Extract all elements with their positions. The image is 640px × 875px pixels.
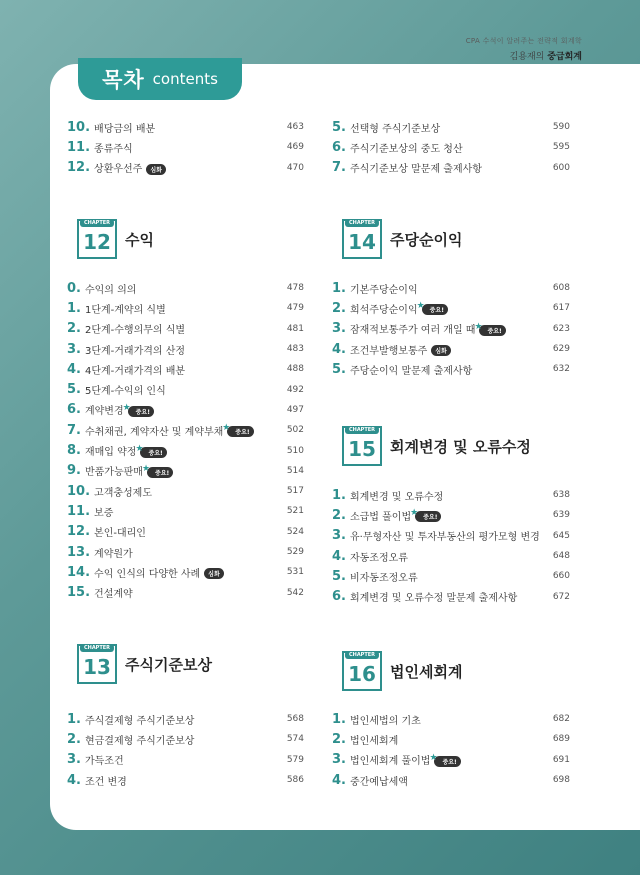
toc-entry[interactable] [332, 137, 570, 157]
toc-entry-title [85, 281, 280, 296]
toc-entry-number: 10. [67, 483, 91, 499]
toc-entry-page: 479 [286, 303, 304, 314]
toc-entry-number: 7. [332, 160, 346, 176]
toc-entry-title-text: 자동조정오류 [349, 552, 408, 564]
toc-entry-page: 639 [552, 510, 570, 521]
toc-entry-title-text: 건설계약 [94, 589, 133, 601]
important-badge: ★ 중요! [227, 426, 253, 437]
toc-entry[interactable] [67, 461, 304, 481]
toc-entry[interactable] [67, 750, 304, 770]
toc-entry-title [94, 504, 280, 519]
toc-entry-number: 1. [332, 711, 346, 727]
toc-entry[interactable] [332, 729, 570, 749]
toc-entry-page: 478 [286, 283, 304, 294]
toc-entry-number: 13. [67, 544, 91, 560]
chapter-label: CHAPTER [345, 651, 379, 659]
toc-entry-title [350, 589, 546, 604]
toc-entry-title [94, 585, 280, 600]
toc-entry[interactable] [67, 770, 304, 790]
toc-entry-title-text: 4단계-거래가격의 배분 [84, 365, 186, 377]
toc-entry-number: 2. [67, 731, 81, 747]
toc-entry-number: 2. [332, 300, 346, 316]
toc-entry-number: 3. [67, 341, 81, 357]
book-author: 김용재의 [509, 52, 545, 62]
toc-entry-page: 510 [286, 445, 304, 456]
toc-entry-page: 492 [286, 384, 304, 395]
toc-entry-title [94, 545, 280, 560]
toc-entry-title [350, 773, 546, 788]
toc-entry-number: 9. [67, 463, 81, 479]
toc-list-top-left [67, 117, 304, 178]
toc-entry[interactable] [332, 485, 570, 505]
toc-entry-number: 10. [67, 119, 91, 135]
toc-entry-page: 590 [552, 122, 570, 133]
toc-entry-number: 3. [332, 528, 346, 544]
toc-entry[interactable] [332, 298, 570, 318]
chapter-12-heading [77, 219, 314, 259]
chapter-box [342, 426, 382, 466]
toc-entry-title-text: 잠재적보통주가 여러 개일 때 [349, 325, 476, 337]
toc-entry-title-text: 기본주당순이익 [349, 284, 418, 296]
toc-entry-page: 632 [552, 364, 570, 375]
chapter-box [342, 219, 382, 259]
toc-entry[interactable] [67, 278, 304, 298]
toc-entry-page: 629 [552, 344, 570, 355]
toc-entry-title [350, 569, 546, 584]
toc-entry-title-text: 회계변경 및 오류수정 [349, 491, 444, 503]
toc-entry-title [85, 423, 280, 438]
toc-entry-title-text: 조건부발행보통주 [349, 345, 428, 357]
toc-entry-title [350, 712, 546, 727]
chapter-number: 15 [348, 437, 376, 461]
toc-entry-title-text: 회계변경 및 오류수정 말문제 출제사항 [349, 593, 518, 605]
toc-entry[interactable] [67, 379, 304, 399]
toc-entry-page: 524 [286, 526, 304, 537]
toc-entry[interactable] [332, 770, 570, 790]
toc-entry[interactable] [67, 298, 304, 318]
advanced-badge: 심화 [146, 164, 166, 175]
toc-entry-title-text: 주당순이익 말문제 출제사항 [349, 365, 473, 377]
toc-entry-number: 4. [332, 341, 346, 357]
toc-entry-page: 517 [286, 486, 304, 497]
toc-entry-title-text: 중간예납세액 [349, 776, 408, 788]
toc-tab-ko: 목차 [102, 68, 145, 92]
toc-entry-number: 4. [332, 772, 346, 788]
toc-entry-title-text: 주식결제형 주식기준보상 [84, 715, 195, 727]
toc-entry-page: 600 [552, 162, 570, 173]
toc-entry[interactable] [67, 562, 304, 582]
toc-entry-title-text: 1단계-계약의 식별 [84, 304, 166, 316]
toc-entry-title-text: 법인세회계 풀이법 [349, 756, 431, 768]
book-title [466, 49, 582, 62]
toc-entry-page: 660 [552, 571, 570, 582]
toc-entry-number: 2. [67, 321, 81, 337]
chapter-label: CHAPTER [345, 219, 379, 227]
toc-entry-number: 4. [67, 772, 81, 788]
toc-entry-title [85, 301, 280, 316]
toc-entry-title [350, 120, 546, 135]
toc-entry[interactable] [332, 546, 570, 566]
book-header [466, 36, 582, 62]
toc-entry[interactable] [67, 709, 304, 729]
toc-entry-title-text: 비자동조정오류 [349, 572, 418, 584]
toc-entry-title-text: 법인세법의 기초 [349, 715, 421, 727]
toc-entry-number: 14. [67, 564, 91, 580]
chapter-box [77, 219, 117, 259]
toc-entry[interactable] [67, 319, 304, 339]
toc-entry-title-text: 재매입 약정 [84, 447, 137, 459]
book-subtitle: CPA 수석이 알려주는 전략적 회계학 [465, 37, 582, 45]
chapter-title: 주식기준보상 [125, 655, 212, 674]
toc-entry-title-text: 5단계-수익의 인식 [84, 386, 166, 398]
toc-entry-number: 5. [332, 361, 346, 377]
toc-entry[interactable] [332, 586, 570, 606]
toc-entry-page: 542 [286, 587, 304, 598]
toc-entry-page: 531 [286, 567, 304, 578]
important-badge: ★ 중요! [128, 406, 154, 417]
toc-entry-title-text: 수익의 의의 [84, 284, 137, 296]
toc-entry-title [85, 463, 280, 478]
toc-entry-title [350, 321, 546, 336]
toc-entry-page: 463 [286, 122, 304, 133]
toc-entry-number: 4. [332, 548, 346, 564]
toc-entry-page: 469 [286, 142, 304, 153]
chapter-15-heading [342, 426, 580, 466]
toc-entry[interactable] [67, 440, 304, 460]
toc-entry-title [85, 443, 280, 458]
toc-entry-number: 5. [332, 568, 346, 584]
toc-entry-number: 12. [67, 160, 91, 176]
toc-entry-number: 4. [67, 361, 81, 377]
toc-entry-title-text: 종류주식 [94, 143, 133, 155]
toc-entry[interactable] [67, 137, 304, 157]
toc-entry-title [94, 524, 280, 539]
toc-entry-title [350, 488, 546, 503]
chapter-label: CHAPTER [345, 426, 379, 434]
advanced-badge: 심화 [431, 345, 451, 356]
toc-entry-page: 579 [286, 754, 304, 765]
toc-entry-number: 15. [67, 585, 91, 601]
toc-entry[interactable] [67, 400, 304, 420]
toc-entry-title [350, 140, 546, 155]
toc-entry[interactable] [67, 582, 304, 602]
toc-entry[interactable] [67, 158, 304, 178]
toc-entry-title-text: 주식기준보상의 중도 청산 [349, 143, 463, 155]
toc-entry-title-text: 주식기준보상 말문제 출제사항 [349, 164, 482, 176]
toc-entry[interactable] [332, 339, 570, 359]
important-badge: ★ 중요! [434, 756, 460, 767]
toc-entry-title-text: 수취채권, 계약자산 및 계약부채 [84, 426, 224, 438]
toc-entry-title [85, 712, 280, 727]
toc-entry-page: 648 [552, 551, 570, 562]
toc-entry-title [85, 362, 280, 377]
toc-entry-title-text: 2단계-수행의무의 식별 [84, 325, 186, 337]
toc-entry-title [85, 732, 280, 747]
toc-entry-number: 6. [67, 402, 81, 418]
toc-entry-page: 574 [286, 734, 304, 745]
toc-entry-title [350, 362, 546, 377]
toc-entry-page: 481 [286, 323, 304, 334]
toc-entry-number: 6. [332, 139, 346, 155]
toc-entry-title-text: 고객충성제도 [94, 487, 152, 499]
toc-entry[interactable] [332, 505, 570, 525]
toc-entry-title-text: 수익 인식의 다양한 사례 [94, 568, 201, 580]
toc-entry-title-text: 선택형 주식기준보상 [349, 123, 441, 135]
toc-entry[interactable] [332, 319, 570, 339]
toc-entry-page: 488 [286, 364, 304, 375]
important-badge: ★ 중요! [422, 304, 448, 315]
toc-entry-number: 12. [67, 524, 91, 540]
toc-entry-title [94, 120, 280, 135]
chapter-number: 12 [83, 230, 111, 254]
important-badge: ★ 중요! [479, 325, 505, 336]
chapter-13-heading [77, 644, 314, 684]
toc-entry-page: 682 [552, 714, 570, 725]
chapter-number: 16 [348, 662, 376, 686]
book-title-main: 중급회계 [547, 52, 582, 62]
toc-entry-number: 6. [332, 589, 346, 605]
toc-entry-page: 586 [286, 775, 304, 786]
toc-entry[interactable] [332, 566, 570, 586]
toc-list-chapter-15 [332, 485, 570, 607]
toc-entry-number: 5. [332, 119, 346, 135]
toc-entry-title-text: 본인-대리인 [94, 528, 146, 540]
toc-entry-number: 5. [67, 382, 81, 398]
toc-entry[interactable] [67, 501, 304, 521]
toc-entry-title [350, 549, 546, 564]
toc-list-chapter-12 [67, 278, 304, 603]
toc-entry-title-text: 조건 변경 [84, 776, 127, 788]
toc-entry-title [350, 301, 546, 316]
toc-entry[interactable] [332, 526, 570, 546]
toc-entry-title [85, 773, 280, 788]
toc-entry-page: 698 [552, 775, 570, 786]
toc-entry-page: 502 [286, 425, 304, 436]
toc-entry-number: 2. [332, 731, 346, 747]
toc-entry-title-text: 반품가능판매 [84, 467, 143, 479]
toc-list-chapter-14 [332, 278, 570, 379]
toc-entry-title-text: 상환우선주 [94, 164, 143, 176]
toc-entry-page: 529 [286, 547, 304, 557]
toc-entry-number: 1. [67, 300, 81, 316]
toc-entry[interactable] [67, 117, 304, 137]
toc-entry-page: 521 [286, 506, 304, 517]
toc-entry[interactable] [332, 117, 570, 137]
toc-entry[interactable] [67, 481, 304, 501]
important-badge: ★ 중요! [140, 447, 166, 458]
important-badge: ★ 중요! [415, 511, 441, 522]
toc-entry-title [350, 528, 546, 543]
toc-entry-title [350, 752, 546, 767]
toc-entry[interactable] [67, 420, 304, 440]
toc-entry-title [94, 565, 280, 580]
toc-entry-page: 689 [552, 734, 570, 745]
toc-entry-page: 497 [286, 404, 304, 415]
toc-entry-title-text: 법인세회계 [349, 735, 399, 747]
toc-entry[interactable] [332, 750, 570, 770]
toc-entry-title [94, 484, 280, 499]
toc-entry-number: 3. [332, 752, 346, 768]
toc-entry-title-text: 보증 [94, 507, 114, 519]
advanced-badge: 심화 [204, 568, 224, 579]
toc-entry-page: 608 [552, 283, 570, 294]
toc-entry-title-text: 소급법 풀이법 [349, 511, 412, 523]
toc-entry-title-text: 현금결제형 주식기준보상 [84, 735, 195, 747]
toc-entry-page: 645 [552, 530, 570, 541]
chapter-14-heading [342, 219, 580, 259]
toc-entry[interactable] [67, 729, 304, 749]
toc-entry-title [85, 382, 280, 397]
chapter-number: 14 [348, 230, 376, 254]
toc-entry-title-text: 희석주당순이익 [349, 304, 418, 316]
toc-entry-number: 3. [67, 752, 81, 768]
chapter-title: 수익 [125, 230, 154, 249]
toc-page [50, 64, 640, 830]
toc-entry-title-text: 계약원가 [94, 548, 133, 560]
toc-list-top-right [332, 117, 570, 178]
toc-entry-page: 514 [286, 465, 304, 476]
toc-entry-title-text: 유·무형자산 및 투자부동산의 평가모형 변경 [349, 532, 540, 544]
toc-entry-page: 595 [552, 142, 570, 153]
toc-entry-page: 483 [286, 344, 304, 355]
chapter-box [342, 651, 382, 691]
toc-entry[interactable] [67, 522, 304, 542]
toc-tab-en: contents [152, 70, 218, 88]
toc-entry-number: 0. [67, 280, 81, 296]
toc-entry-number: 3. [332, 321, 346, 337]
toc-entry-title [350, 281, 546, 296]
toc-list-chapter-13 [67, 709, 304, 790]
toc-entry[interactable] [67, 359, 304, 379]
chapter-label: CHAPTER [80, 219, 114, 227]
toc-entry-title [85, 342, 280, 357]
toc-entry-number: 11. [67, 139, 91, 155]
toc-list-chapter-16 [332, 709, 570, 790]
toc-entry-number: 11. [67, 503, 91, 519]
toc-entry[interactable] [67, 339, 304, 359]
toc-entry-title [350, 508, 546, 523]
toc-tab [78, 58, 242, 100]
chapter-title: 회계변경 및 오류수정 [390, 437, 531, 456]
toc-entry-page: 470 [286, 162, 304, 173]
toc-entry-title [85, 321, 280, 336]
toc-entry-page: 568 [286, 714, 304, 725]
toc-entry-title [350, 160, 546, 175]
toc-entry-title [350, 342, 546, 357]
toc-entry-title-text: 배당금의 배분 [94, 123, 156, 135]
toc-entry-title [94, 140, 280, 155]
toc-entry[interactable] [332, 158, 570, 178]
chapter-16-heading [342, 651, 580, 691]
chapter-number: 13 [83, 655, 111, 679]
toc-entry-number: 2. [332, 507, 346, 523]
chapter-title: 주당순이익 [390, 230, 463, 249]
chapter-title: 법인세회계 [390, 662, 463, 681]
toc-entry-page: 617 [552, 303, 570, 314]
toc-entry-title [85, 752, 280, 767]
toc-entry-page: 638 [552, 490, 570, 501]
important-badge: ★ 중요! [147, 467, 173, 478]
toc-entry[interactable] [332, 278, 570, 298]
toc-entry-page: 691 [552, 754, 570, 765]
toc-entry-page: 623 [552, 323, 570, 334]
toc-entry[interactable] [332, 709, 570, 729]
toc-entry-number: 1. [332, 280, 346, 296]
toc-entry-page: 672 [552, 591, 570, 602]
chapter-box [77, 644, 117, 684]
toc-entry-title-text: 가득조건 [84, 756, 124, 768]
toc-entry-number: 1. [67, 711, 81, 727]
toc-entry-title-text: 계약변경 [84, 406, 124, 418]
toc-entry-number: 8. [67, 443, 81, 459]
toc-entry-number: 7. [67, 422, 81, 438]
chapter-label: CHAPTER [80, 644, 114, 652]
toc-entry-number: 1. [332, 487, 346, 503]
toc-entry-title [350, 732, 546, 747]
toc-entry[interactable] [332, 359, 570, 379]
toc-entry-title-text: 3단계-거래가격의 산정 [84, 345, 186, 357]
toc-entry[interactable] [67, 542, 304, 562]
toc-entry-title [85, 402, 280, 417]
toc-entry-title [94, 160, 280, 175]
